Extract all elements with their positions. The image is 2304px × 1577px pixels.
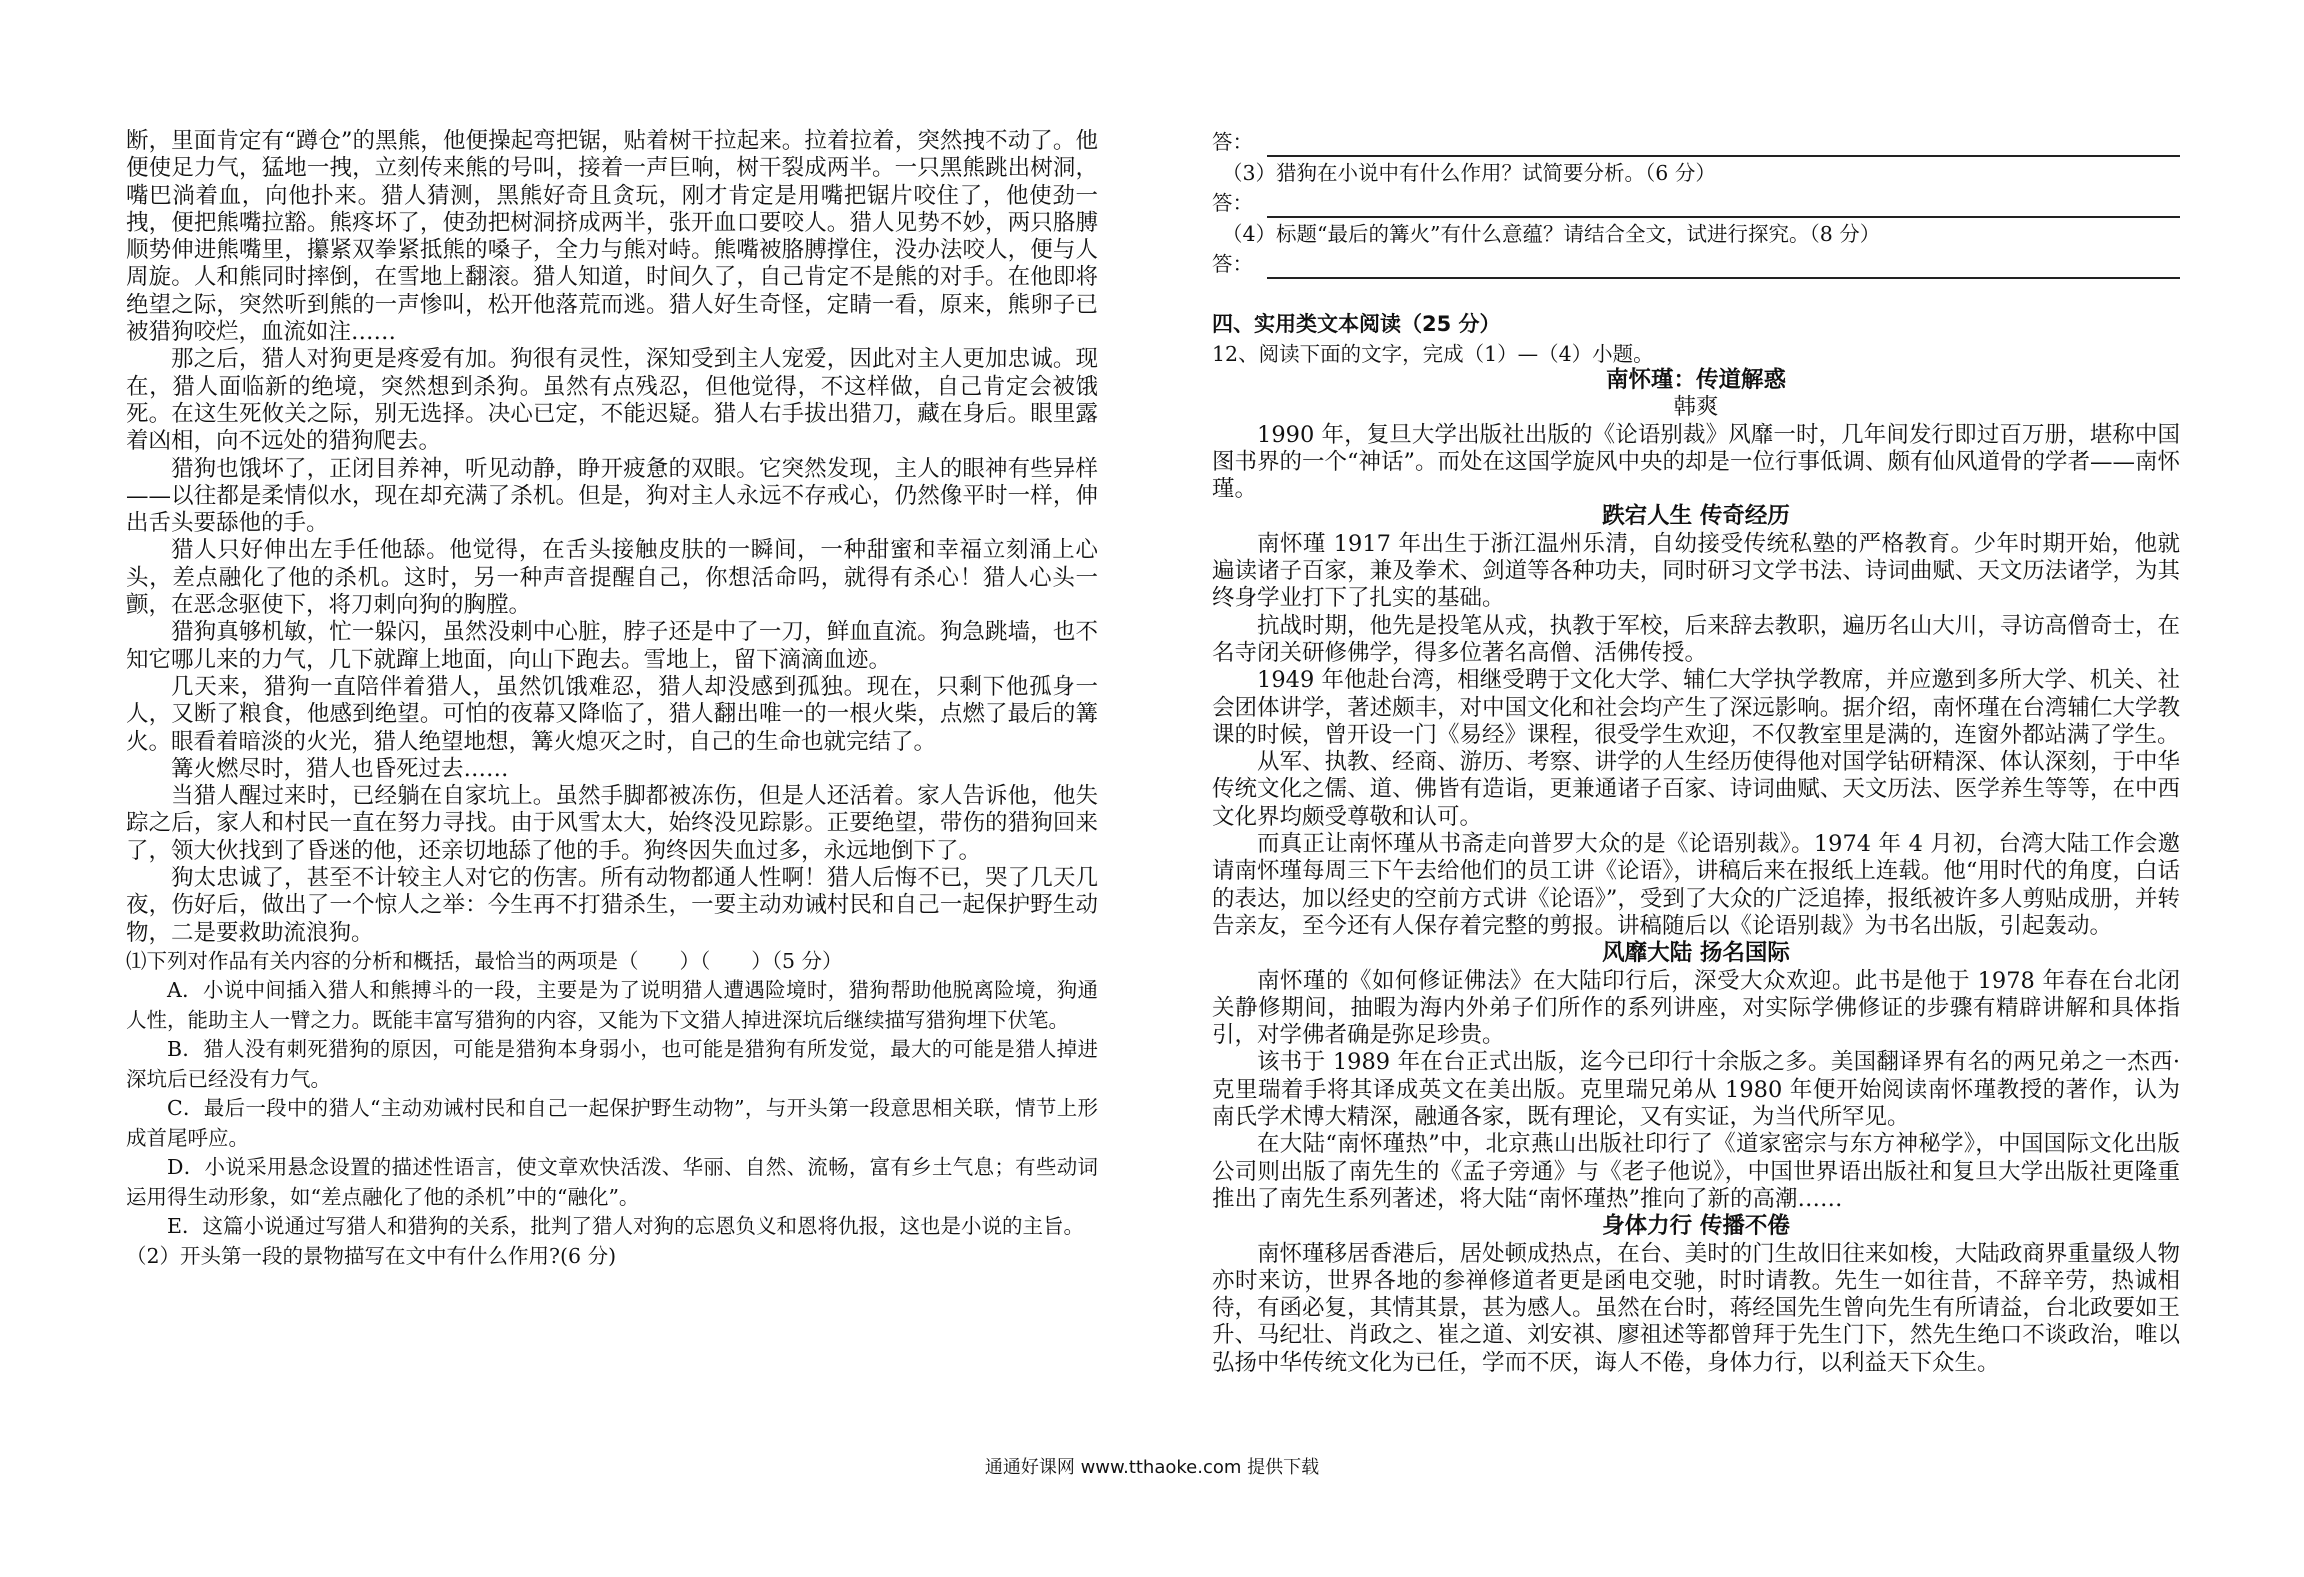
article-paragraph: 南怀瑾的《如何修证佛法》在大陆印行后，深受大众欢迎。此书是他于 1978 年春在台北闭关静修期间，抽暇为海内外弟子们所作的系列讲座，对实际学佛修证的步骤有精辟讲解和具体指引，对学佛者确是弥足珍贵。 <box>1212 967 2180 1049</box>
subheading: 身体力行 传播不倦 <box>1602 1213 1790 1240</box>
answer-label: 答： <box>1212 252 1253 276</box>
footer-source: 通通好课网 www.tthaoke.com 提供下载 <box>984 1457 1320 1478</box>
story-paragraph: 猎人只好伸出左手任他舔。他觉得，在舌头接触皮肤的一瞬间，一种甜蜜和幸福立刻涌上心头，差点融化了他的杀机。这时，另一种声音提醒自己，你想活命吗，就得有杀心！猎人心头一颤，在恶念驱使下，将刀刺向狗的胸膛。 <box>126 537 1098 619</box>
question-1-option-d: D．小说采用悬念设置的描述性语言，使文章欢快活泼、华丽、自然、流畅，富有乡土气息；有些动词运用得生动形象，如“差点融化了他的杀机”中的“融化”。 <box>126 1155 1098 1209</box>
answer-label: 答： <box>1212 130 1253 154</box>
question-2: （2）开头第一段的景物描写在文中有什么作用?(6 分) <box>126 1243 617 1268</box>
section-heading: 四、实用类文本阅读（25 分） <box>1212 312 1501 336</box>
instruction: 12、阅读下面的文字，完成（1）—（4）小题。 <box>1212 342 1654 366</box>
article-paragraph: 南怀瑾移居香港后，居处顿成热点，在台、美时的门生故旧往来如梭，大陆政商界重量级人物亦时来访，世界各地的参禅修道者更是函电交驰，时时请教。先生一如往昔，不辞辛劳，热诚相待，有函必复，其情其景，甚为感人。虽然在台时，蒋经国先生曾向先生有所请益，台北政要如王升、马纪壮、肖政之、崔之道、刘安祺、廖祖述等都曾拜于先生门下，然先生绝口不谈政治，唯以弘扬中华传统文化为已任，学而不厌，诲人不倦，身体力行，以利益天下众生。 <box>1212 1240 2180 1376</box>
answer-underline <box>1267 196 2180 218</box>
question-4: （4）标题“最后的篝火”有什么意蕴？请结合全文，试进行探究。（8 分） <box>1222 222 1881 246</box>
article-title: 南怀瑾：传道解惑 <box>1605 367 1786 393</box>
answer-underline <box>1267 135 2180 157</box>
question-1-option-c: C．最后一段中的猎人“主动劝诫村民和自己一起保护野生动物”，与开头第一段意思相关联，情节上形成首尾呼应。 <box>126 1096 1098 1150</box>
article-author: 韩爽 <box>1673 394 1719 421</box>
story-paragraph: 篝火燃尽时，猎人也昏死过去…… <box>171 755 509 782</box>
article-paragraph: 该书于 1989 年在台正式出版，迄今已印行十余版之多。美国翻译界有名的两兄弟之一杰西·克里瑞着手将其译成英文在美出版。克里瑞兄弟从 1980 年便开始阅读南怀瑾教授的著作，认为南氏学术博大精深，融通各家，既有理论，又有实证，为当代所罕见。 <box>1212 1049 2180 1131</box>
answer-underline <box>1267 257 2180 279</box>
article-paragraph: 1990 年，复旦大学出版社出版的《论语别裁》风靡一时，几年间发行即过百万册，堪称中国图书界的一个“神话”。而处在这国学旋风中央的却是一位行事低调、颇有仙风道骨的学者——南怀瑾。 <box>1212 421 2181 503</box>
answer-line <box>1212 189 2180 218</box>
answer-line <box>1212 250 2180 279</box>
subheading: 跌宕人生 传奇经历 <box>1602 503 1790 530</box>
story-paragraph: 当猎人醒过来时，已经躺在自家坑上。虽然手脚都被冻伤，但是人还活着。家人告诉他，他失踪之后，家人和村民一直在努力寻找。由于风雪太大，始终没见踪影。正要绝望，带伤的猎狗回来了，领大伙找到了昏迷的他，还亲切地舔了他的手。狗终因失血过多，永远地倒下了。 <box>126 783 1098 864</box>
story-paragraph: 狗太忠诚了，甚至不计较主人对它的伤害。所有动物都通人性啊！猎人后悔不已，哭了几天几夜，伤好后，做出了一个惊人之举：今生再不打猎杀生，一要主动劝诫村民和自己一起保护野生动物，二是要救助流浪狗。 <box>126 865 1098 946</box>
question-1-option-b: B．猎人没有刺死猎狗的原因，可能是猎狗本身弱小，也可能是猎狗有所发觉，最大的可能是猎人掉进深坑后已经没有力气。 <box>126 1037 1098 1091</box>
article-paragraph: 从军、执教、经商、游历、考察、讲学的人生经历使得他对国学钻研精深、体认深刻，于中华传统文化之儒、道、佛皆有造诣，更兼通诸子百家、诗词曲赋、天文历法、医学养生等等，在中西文化界均颇受尊敬和认可。 <box>1212 749 2180 830</box>
story-paragraph: 几天来，猎狗一直陪伴着猎人，虽然饥饿难忍，猎人却没感到孤独。现在，只剩下他孤身一人，又断了粮食，他感到绝望。可怕的夜幕又降临了，猎人翻出唯一的一根火柴，点燃了最后的篝火。眼看着暗淡的火光，猎人绝望地想，篝火熄灭之时，自己的生命也就完结了。 <box>126 673 1098 755</box>
question-1-stem: ⑴下列对作品有关内容的分析和概括，最恰当的两项是（ ）（ ）（5 分） <box>126 948 843 973</box>
article-paragraph: 南怀瑾 1917 年出生于浙江温州乐清，自幼接受传统私塾的严格教育。少年时期开始，他就遍读诸子百家，兼及拳术、剑道等各种功夫，同时研习文学书法、诗词曲赋、天文历法诸学，为其终身学业打下了扎实的基础。 <box>1212 530 2180 612</box>
article-paragraph: 抗战时期，他先是投笔从戎，执教于军校，后来辞去教职，遍历名山大川，寻访高僧奇士，在名寺闭关研修佛学，得多位著名高僧、活佛传授。 <box>1212 612 2180 666</box>
question-1-option-e: E．这篇小说通过写猎人和猎狗的关系，批判了猎人对狗的忘恩负义和恩将仇报，这也是小说的主旨。 <box>167 1214 1084 1239</box>
story-paragraph: 猎狗也饿坏了，正闭目养神，听见动静，睁开疲惫的双眼。它突然发现，主人的眼神有些异样——以往都是柔情似水，现在却充满了杀机。但是，狗对主人永远不存戒心，仍然像平时一样，伸出舌头要舔他的手。 <box>126 455 1098 537</box>
article-paragraph: 1949 年他赴台湾，相继受聘于文化大学、辅仁大学执学教席，并应邀到多所大学、机关、社会团体讲学，著述颇丰，对中国文化和社会均产生了深远影响。据介绍，南怀瑾在台湾辅仁大学教课的时候，曾开设一门《易经》课程，很受学生欢迎，不仅教室里是满的，连窗外都站满了学生。 <box>1212 667 2180 748</box>
story-paragraph: 断，里面肯定有“蹲仓”的黑熊，他便操起弯把锯，贴着树干拉起来。拉着拉着，突然拽不动了。他便使足力气，猛地一拽，立刻传来熊的号叫，接着一声巨响，树干裂成两半。一只黑熊跳出树洞，嘴巴淌着血，向他扑来。猎人猜测，黑熊好奇且贪玩，刚才肯定是用嘴把锯片咬住了，他使劲一拽，便把熊嘴拉豁。熊疼坏了，使劲把树洞挤成两半，张开血口要咬人。猎人见势不妙，两只胳膊顺势伸进熊嘴里，攥紧双拳紧抵熊的嗓子，全力与熊对峙。熊嘴被胳膊撑住，没办法咬人，便与人周旋。人和熊同时摔倒，在雪地上翻滚。猎人知道，时间久了，自己肯定不是熊的对手。在他即将绝望之际，突然听到熊的一声惨叫，松开他落荒而逃。猎人好生奇怪，定睛一看，原来，熊卵子已被猎狗咬烂，血流如注…… <box>126 128 1098 346</box>
article-paragraph: 在大陆“南怀瑾热”中，北京燕山出版社印行了《道家密宗与东方神秘学》，中国国际文化出版公司则出版了南先生的《孟子旁通》与《老子他说》，中国世界语出版社和复旦大学出版社更隆重推出了南先生系列著述，将大陆“南怀瑾热”推向了新的高潮…… <box>1212 1131 2180 1212</box>
question-3: （3）猎狗在小说中有什么作用？试简要分析。（6 分） <box>1222 161 1716 185</box>
story-paragraph: 猎狗真够机敏，忙一躲闪，虽然没刺中心脏，脖子还是中了一刀，鲜血直流。狗急跳墙，也不知它哪儿来的力气，几下就蹿上地面，向山下跑去。雪地上，留下滴滴血迹。 <box>126 619 1098 673</box>
answer-line <box>1212 128 2180 157</box>
answer-label: 答： <box>1212 191 1253 215</box>
question-1-option-a: A．小说中间插入猎人和熊搏斗的一段，主要是为了说明猎人遭遇险境时，猎狗帮助他脱离险境，狗通人性，能助主人一臂之力。既能丰富写猎狗的内容，又能为下文猎人掉进深坑后继续描写猎狗埋下伏笔。 <box>126 978 1098 1032</box>
left-column <box>126 128 1098 1271</box>
article-paragraph: 而真正让南怀瑾从书斋走向普罗大众的是《论语别裁》。1974 年 4 月初，台湾大陆工作会邀请南怀瑾每周三下午去给他们的员工讲《论语》，讲稿后来在报纸上连载。他“用时代的角度，白话的表达，加以经史的空前方式讲《论语》”，受到了大众的广泛追捧，报纸被许多人剪贴成册，并转告亲友，至今还有人保存着完整的剪报。讲稿随后以《论语别裁》为书名出版，引起轰动。 <box>1212 831 2180 939</box>
subheading: 风靡大陆 扬名国际 <box>1602 940 1790 967</box>
right-column <box>1212 128 2180 1377</box>
story-paragraph: 那之后，猎人对狗更是疼爱有加。狗很有灵性，深知受到主人宠爱，因此对主人更加忠诚。现在，猎人面临新的绝境，突然想到杀狗。虽然有点残忍，但他觉得，不这样做，自己肯定会被饿死。在这生死攸关之际，别无选择。决心已定，不能迟疑。猎人右手拔出猎刀，藏在身后。眼里露着凶相，向不远处的猎狗爬去。 <box>126 346 1098 455</box>
